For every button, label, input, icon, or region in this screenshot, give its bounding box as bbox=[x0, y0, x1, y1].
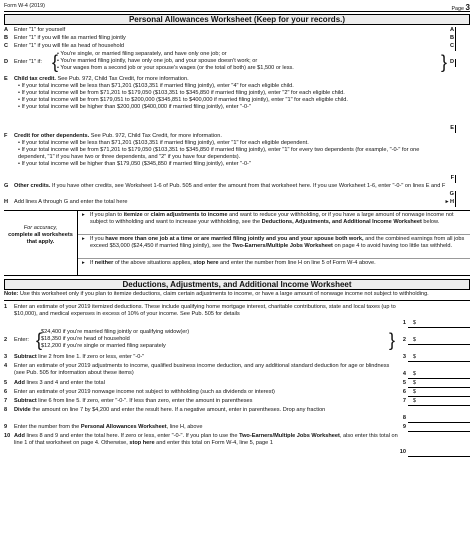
line-b: B Enter "1" if you will file as married filing jointly B bbox=[4, 35, 470, 43]
ded-line-10: 10 Add lines 8 and 9 and enter the total here. If zero or less, enter "-0-". If you plan to use the Two-Earners/Multiple Jobs Worksheet, also enter this total on line 1 of that worksheet on page 4. Otherwise, stop here and enter this total on Form W-4, line 5, page 1 10 bbox=[4, 433, 470, 458]
ded-line-7: 7 Subtract line 6 from line 5. If zero, enter "-0-". If less than zero, enter the amount in parentheses 7 $ bbox=[4, 398, 470, 407]
ded-line-5: 5 Add lines 3 and 4 and enter the total 5 $ bbox=[4, 380, 470, 389]
line-g-box[interactable] bbox=[455, 191, 470, 199]
ded-line-9-amount[interactable] bbox=[408, 424, 470, 432]
line-g: G Other credits. If you have other credits, see Worksheet 1-6 of Pub. 505 and enter the amount from that worksheet here. If you use Worksheet 1-6, enter "-0-" on lines E and F G bbox=[4, 183, 470, 199]
accuracy-item: ▸ If you have more than one job at a time or are married filing jointly and you and your spouse both work, and the combined earnings from all jobs exceed $53,000 ($24,450 if married filing jointly), see the Two-Earners/Multiple Jobs Worksheet on page 4 to avoid having too little tax withheld. bbox=[78, 235, 470, 259]
page-header bbox=[4, 3, 470, 12]
line-a: A Enter "1" for yourself A bbox=[4, 27, 470, 35]
line-a-box[interactable] bbox=[455, 27, 470, 35]
ded-line-10-amount[interactable] bbox=[408, 449, 470, 457]
ded-line-7-amount[interactable] bbox=[408, 398, 470, 406]
accuracy-item: ▸ If you plan to itemize or claim adjustments to income and want to reduce your withholding, or if you have a large amount of nonwage income not subject to withholding and want to increase your withholding, see the Deductions, Adjustments, and Additional Income Worksheet below. bbox=[78, 211, 470, 235]
ded-line-9: 9 Enter the number from the Personal Allowances Worksheet, line H, above 9 bbox=[4, 424, 470, 433]
line-h-box[interactable] bbox=[455, 199, 470, 207]
line-c-box[interactable] bbox=[455, 43, 470, 51]
line-e-box[interactable] bbox=[455, 125, 470, 133]
line-b-box[interactable] bbox=[455, 35, 470, 43]
deductions-worksheet-title: Deductions, Adjustments, and Additional Income Worksheet bbox=[4, 279, 470, 290]
ded-line-5-amount[interactable] bbox=[408, 380, 470, 388]
line-f: F Credit for other dependents. See Pub. 972, Child Tax Credit, for more information. • If your total income will be less than $71,201 ($103,351 if married filing jointly), enter "1" for each eligible dependent. • If your total income will be from $71,201 to $179,050 ($103,351 to $345,850 if married filing jointly), enter "1" for every two dependents (for example, "-0-" for one dependent, "1" if you have two or three dependents, and "2" if you have four dependents). • If your total income will be higher than $179,050 ($345,850 if married filing jointly), enter "-0-" F bbox=[4, 133, 470, 183]
line-d-box[interactable] bbox=[455, 59, 470, 67]
ded-line-2: 2 Enter: { $24,400 if you're married filing jointly or qualifying widow(er) $18,350 if you're head of household $12,200 if you're single or married filing separately } 2 $ bbox=[4, 329, 470, 354]
line-c: C Enter "1" if you will file as head of household C bbox=[4, 43, 470, 51]
ded-line-8: 8 Divide the amount on line 7 by $4,200 and enter the result here. If a negative amount, enter in parentheses. Drop any fraction 8 bbox=[4, 407, 470, 424]
page-number: Page 3 bbox=[451, 3, 470, 12]
accuracy-item: ▸ If neither of the above situations applies, stop here and enter the number from line H on line 5 of Form W-4 above. bbox=[82, 260, 376, 266]
line-d: D Enter "1" if: { • You're single, or married filing separately, and have only one job; or • You're married filing jointly, have only one job, and your spouse doesn't work; or • Your wages from a second job or your spouse's wages (or the total of both) are $1,500 or less. } D bbox=[4, 51, 470, 76]
ded-line-6-amount[interactable] bbox=[408, 389, 470, 397]
worksheet-title: Personal Allowances Worksheet (Keep for your records.) bbox=[4, 14, 470, 25]
worksheet-note: Note: Use this worksheet only if you plan to itemize deductions, claim certain adjustments to income, or have a large amount of nonwage income not subject to withholding. bbox=[4, 290, 470, 301]
ded-line-3: 3 Subtract line 2 from line 1. If zero or less, enter "-0-" 3 $ bbox=[4, 354, 470, 363]
ded-line-2-amount[interactable] bbox=[408, 337, 470, 345]
form-name: Form W-4 (2019) bbox=[4, 3, 45, 9]
ded-line-4: 4 Enter an estimate of your 2019 adjustments to income, qualified business income deduction, and any additional standard deduction for age or blindness (see Pub. 505 for information about these items) 4 $ bbox=[4, 363, 470, 380]
line-e: E Child tax credit. See Pub. 972, Child Tax Credit, for more information. • If your total income will be less than $71,201 ($103,351 if married filing jointly), enter "4" for each eligible child. • If your total income will be from $71,201 to $179,050 ($103,351 to $345,850 if married filing jointly), enter "2" for each eligible child. • If your total income will be from $179,051 to $200,000 ($345,851 to $400,000 if married filing jointly), enter "1" for each eligible child. • If your total income will be higher than $200,000 ($400,000 if married filing jointly), enter "-0-" E bbox=[4, 76, 470, 133]
ded-line-1: 1 Enter an estimate of your 2019 itemized deductions. These include qualifying home mortgage interest, charitable contributions, state and local taxes (up to $10,000), and medical expenses in excess of 10% of your income. See Pub. 505 for details 1 $ bbox=[4, 304, 470, 329]
line-f-box[interactable] bbox=[455, 175, 470, 183]
line-h: H Add lines A through G and enter the total here ▸ H bbox=[4, 199, 470, 208]
ded-line-4-amount[interactable] bbox=[408, 371, 470, 379]
ded-line-6: 6 Enter an estimate of your 2019 nonwage income not subject to withholding (such as dividends or interest) 6 $ bbox=[4, 389, 470, 398]
ded-line-8-amount[interactable] bbox=[408, 415, 470, 423]
ded-line-1-amount[interactable] bbox=[408, 320, 470, 328]
ded-line-3-amount[interactable] bbox=[408, 354, 470, 362]
accuracy-note: For accuracy, complete all worksheets that apply. bbox=[4, 211, 78, 275]
accuracy-section bbox=[4, 210, 470, 276]
